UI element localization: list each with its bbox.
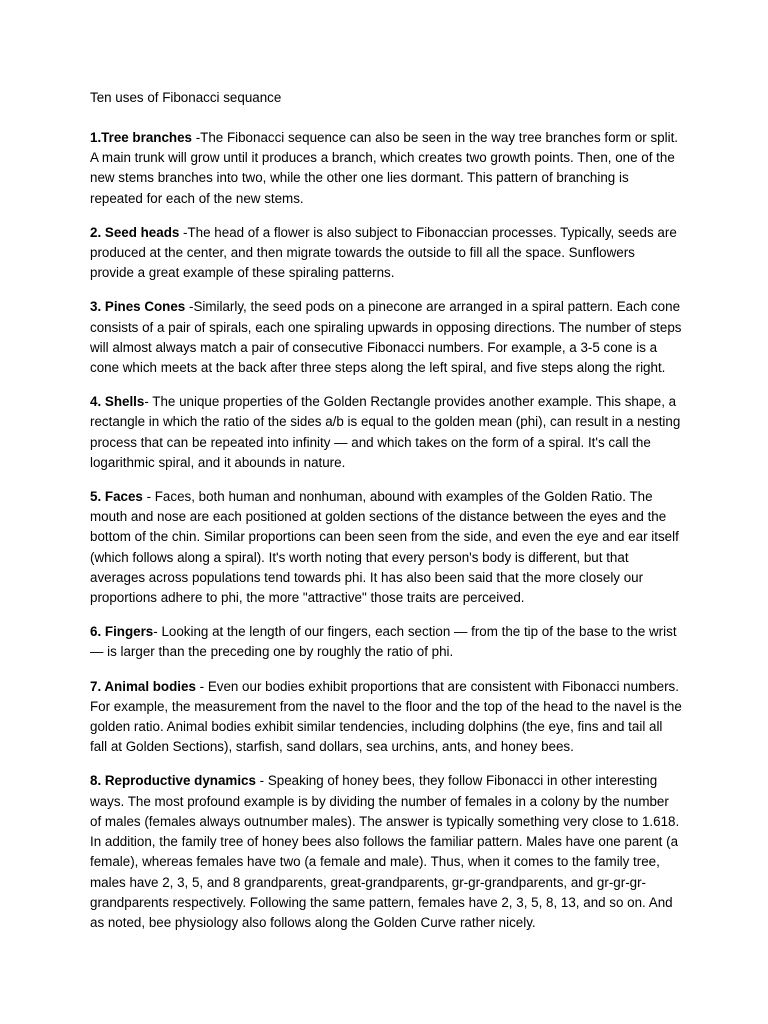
- item-text: -Similarly, the seed pods on a pinecone are arranged in a spiral pattern. Each cone consists of a pair of spirals, each one spiraling upwards in opposing directions. The number of steps will almost always match a pair of consecutive Fibonacci numbers. For example, a 3-5 cone is a cone which meets at the back after three steps along the left spiral, and five steps along the right.: [90, 299, 682, 376]
- item-heading: 4. Shells: [90, 394, 145, 410]
- item-heading: 3. Pines Cones: [90, 299, 189, 315]
- item-heading: 8. Reproductive dynamics: [90, 773, 260, 789]
- list-item-pine-cones: [90, 297, 682, 378]
- item-text: - Faces, both human and nonhuman, abound with examples of the Golden Ratio. The mouth and nose are each positioned at golden sections of the distance between the eyes and the bottom of the chin. Similar proportions can been seen from the side, and even the eye and ear itself (which follows along a spiral). It's worth noting that every person's body is different, but that averages across populations tend towards phi. It has also been said that the more closely our proportions adhere to phi, the more "attractive" those traits are perceived.: [90, 489, 679, 606]
- item-heading: 7. Animal bodies: [90, 678, 200, 694]
- document-title: Ten uses of Fibonacci sequance: [90, 90, 282, 105]
- item-text: -The head of a flower is also subject to Fibonaccian processes. Typically, seeds are produced at the center, and then migrate towards the outside to fill all the space. Sunflowers provide a great example of these spiraling patterns.: [90, 224, 677, 281]
- item-heading: 2. Seed heads: [90, 224, 184, 240]
- item-heading: 1.Tree branches: [90, 130, 196, 145]
- list-item-shells: [90, 392, 682, 473]
- list-item-tree-branches: [90, 128, 682, 209]
- item-text: - The unique properties of the Golden Rectangle provides another example. This shape, a rectangle in which the ratio of the sides a/b is equal to the golden mean (phi), can result in a nesting process that can be repeated into infinity — and which takes on the form of a spiral. It's call the logarithmic spiral, and it abounds in nature.: [90, 394, 681, 470]
- item-text: - Speaking of honey bees, they follow Fibonacci in other interesting ways. The most profound example is by dividing the number of females in a colony by the number of males (females always outnumber males). The answer is typically something very close to 1.618. In addition, the family tree of honey bees also follows the familiar pattern. Males have one parent (a female), whereas females have two (a female and male). Thus, when it comes to the family tree, males have 2, 3, 5, and 8 grandparents, great-grandparents, gr-gr-grandparents, and gr-gr-gr-grandparents respectively. Following the same pattern, females have 2, 3, 5, 8, 13, and so on. And as noted, bee physiology also follows along the Golden Curve rather nicely.: [90, 773, 680, 930]
- item-heading: 6. Fingers: [90, 624, 154, 640]
- list-item-reproductive-dynamics: [90, 771, 682, 933]
- item-text: -The Fibonacci sequence can also be seen in the way tree branches form or split. A main trunk will grow until it produces a branch, which creates two growth points. Then, one of the new stems branches into two, while the other one lies dormant. This pattern of branching is repeated for each of the new stems.: [90, 130, 679, 206]
- item-heading: 5. Faces: [90, 489, 147, 505]
- list-item-animal-bodies: [90, 677, 682, 758]
- document-page: [90, 88, 682, 947]
- item-text: - Even our bodies exhibit proportions that are consistent with Fibonacci numbers. For example, the measurement from the navel to the floor and the top of the head to the navel is the golden ratio. Animal bodies exhibit similar tendencies, including dolphins (the eye, fins and tail all fall at Golden Sections), starfish, sand dollars, sea urchins, ants, and honey bees.: [90, 678, 682, 755]
- list-item-fingers: [90, 622, 682, 662]
- list-item-faces: [90, 487, 682, 608]
- item-text: - Looking at the length of our fingers, each section — from the tip of the base to the wrist — is larger than the preceding one by roughly the ratio of phi.: [90, 624, 677, 660]
- list-item-seed-heads: [90, 223, 682, 284]
